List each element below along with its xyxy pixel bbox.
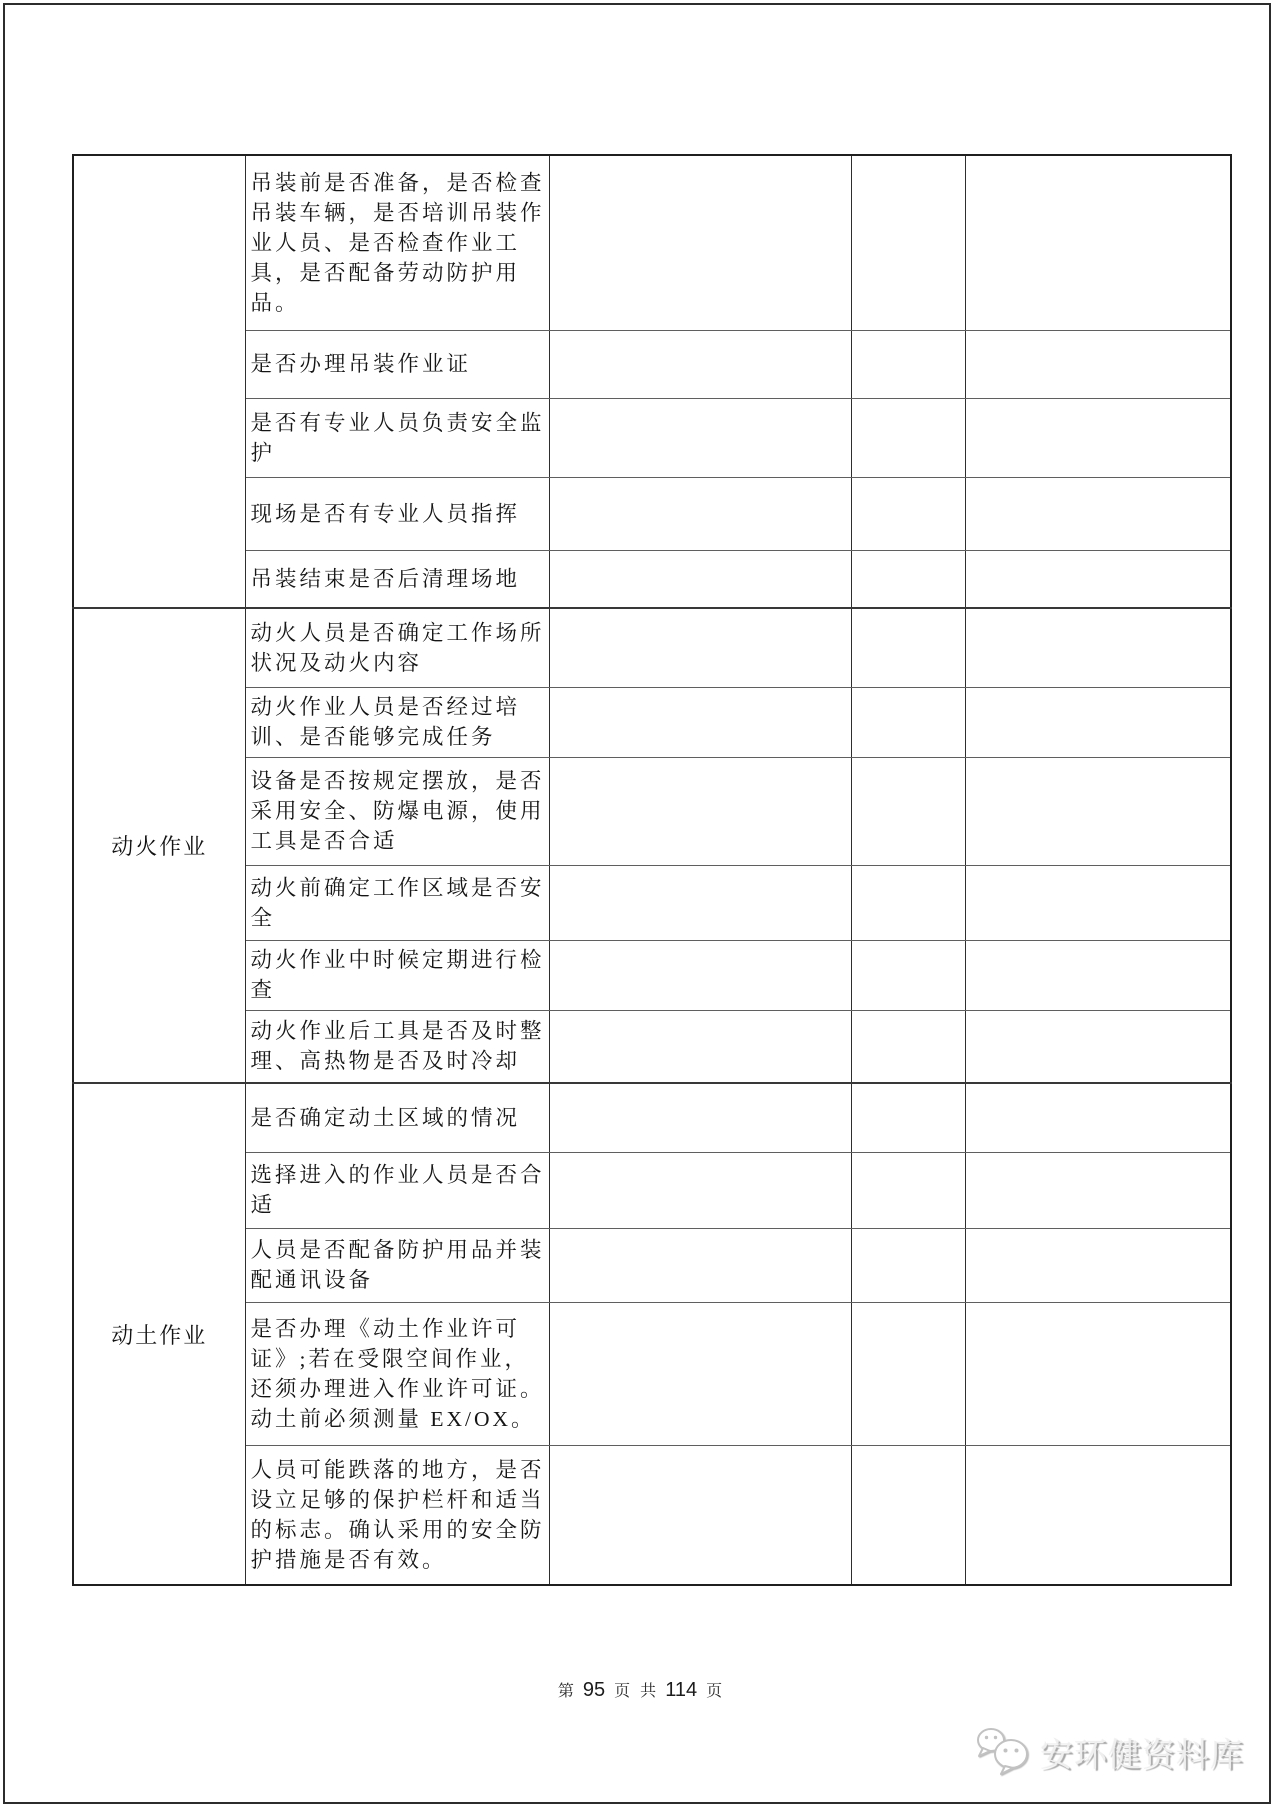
empty-cell bbox=[851, 1302, 965, 1445]
checklist-item-cell: 是否办理《动土作业许可证》;若在受限空间作业，还须办理进入作业许可证。动土前必须测量 EX/OX。 bbox=[245, 1302, 549, 1445]
table-row bbox=[73, 398, 1231, 477]
empty-cell bbox=[965, 330, 1231, 398]
table-row bbox=[73, 1302, 1231, 1445]
empty-cell bbox=[549, 687, 851, 757]
checklist-item-cell: 吊装结束是否后清理场地 bbox=[245, 550, 549, 608]
empty-cell bbox=[549, 550, 851, 608]
checklist-item-cell: 是否有专业人员负责安全监护 bbox=[245, 398, 549, 477]
empty-cell bbox=[965, 608, 1231, 687]
checklist-item-cell: 是否确定动土区域的情况 bbox=[245, 1083, 549, 1152]
empty-cell bbox=[851, 1228, 965, 1302]
empty-cell bbox=[549, 1010, 851, 1083]
empty-cell bbox=[851, 1083, 965, 1152]
empty-cell bbox=[965, 757, 1231, 865]
checklist-item-cell: 动火作业人员是否经过培训、是否能够完成任务 bbox=[245, 687, 549, 757]
table-row bbox=[73, 940, 1231, 1010]
checklist-item-cell: 人员是否配备防护用品并装配通讯设备 bbox=[245, 1228, 549, 1302]
footer-text: 114 bbox=[665, 1679, 698, 1701]
table-row bbox=[73, 1152, 1231, 1228]
empty-cell bbox=[965, 1083, 1231, 1152]
empty-cell bbox=[965, 687, 1231, 757]
empty-cell bbox=[549, 477, 851, 550]
empty-cell bbox=[549, 608, 851, 687]
empty-cell bbox=[549, 1302, 851, 1445]
table-row bbox=[73, 1445, 1231, 1585]
checklist-item-cell: 设备是否按规定摆放，是否采用安全、防爆电源，使用工具是否合适 bbox=[245, 757, 549, 865]
empty-cell bbox=[851, 1010, 965, 1083]
empty-cell bbox=[549, 757, 851, 865]
empty-cell bbox=[851, 940, 965, 1010]
table-row bbox=[73, 865, 1231, 940]
empty-cell bbox=[851, 398, 965, 477]
empty-cell bbox=[965, 477, 1231, 550]
empty-cell bbox=[549, 398, 851, 477]
empty-cell bbox=[965, 865, 1231, 940]
category-cell: 动土作业 bbox=[73, 1083, 245, 1585]
table-row bbox=[73, 477, 1231, 550]
checklist-item-cell: 动火前确定工作区域是否安全 bbox=[245, 865, 549, 940]
empty-cell bbox=[965, 1445, 1231, 1585]
footer-text: 95 bbox=[582, 1679, 606, 1701]
table-row bbox=[73, 757, 1231, 865]
safety-checklist-table bbox=[72, 154, 1232, 1586]
empty-cell bbox=[549, 155, 851, 330]
table-row bbox=[73, 330, 1231, 398]
chat-bubbles-icon bbox=[974, 1726, 1032, 1778]
footer-text: 页 bbox=[706, 1683, 723, 1700]
section-hot-work bbox=[73, 608, 1231, 1083]
category-cell: 动火作业 bbox=[73, 608, 245, 1083]
checklist-item-cell: 现场是否有专业人员指挥 bbox=[245, 477, 549, 550]
empty-cell bbox=[965, 1302, 1231, 1445]
table-row bbox=[73, 1010, 1231, 1083]
checklist-item-cell: 人员可能跌落的地方，是否设立足够的保护栏杆和适当的标志。确认采用的安全防护措施是否有效。 bbox=[245, 1445, 549, 1585]
empty-cell bbox=[965, 940, 1231, 1010]
empty-cell bbox=[851, 687, 965, 757]
empty-cell bbox=[549, 1228, 851, 1302]
table-row bbox=[73, 608, 1231, 687]
empty-cell bbox=[851, 155, 965, 330]
empty-cell bbox=[965, 1228, 1231, 1302]
footer-text: 页 bbox=[614, 1683, 631, 1700]
empty-cell bbox=[851, 550, 965, 608]
empty-cell bbox=[549, 330, 851, 398]
watermark-text: 安环健资料库 bbox=[1040, 1737, 1244, 1774]
empty-cell bbox=[965, 1152, 1231, 1228]
checklist-item-cell: 是否办理吊装作业证 bbox=[245, 330, 549, 398]
category-cell bbox=[73, 155, 245, 608]
empty-cell bbox=[851, 1445, 965, 1585]
checklist-item-cell: 吊装前是否准备，是否检查吊装车辆，是否培训吊装作业人员、是否检查作业工具，是否配备劳动防护用品。 bbox=[245, 155, 549, 330]
empty-cell bbox=[851, 477, 965, 550]
empty-cell bbox=[549, 1445, 851, 1585]
empty-cell bbox=[965, 398, 1231, 477]
table-row bbox=[73, 155, 1231, 330]
empty-cell bbox=[851, 608, 965, 687]
empty-cell bbox=[965, 550, 1231, 608]
checklist-item-cell: 选择进入的作业人员是否合适 bbox=[245, 1152, 549, 1228]
footer-text: 共 bbox=[640, 1683, 657, 1700]
empty-cell bbox=[851, 1152, 965, 1228]
empty-cell bbox=[965, 155, 1231, 330]
table-row bbox=[73, 687, 1231, 757]
empty-cell bbox=[549, 865, 851, 940]
empty-cell bbox=[851, 330, 965, 398]
footer-text: 第 bbox=[557, 1683, 574, 1700]
empty-cell bbox=[549, 1083, 851, 1152]
empty-cell bbox=[965, 1010, 1231, 1083]
page-footer bbox=[0, 1678, 1280, 1702]
checklist-item-cell: 动火作业后工具是否及时整理、高热物是否及时冷却 bbox=[245, 1010, 549, 1083]
empty-cell bbox=[549, 940, 851, 1010]
checklist-item-cell: 动火作业中时候定期进行检查 bbox=[245, 940, 549, 1010]
checklist-item-cell: 动火人员是否确定工作场所状况及动火内容 bbox=[245, 608, 549, 687]
empty-cell bbox=[851, 865, 965, 940]
table-row bbox=[73, 1228, 1231, 1302]
table-row bbox=[73, 550, 1231, 608]
empty-cell bbox=[549, 1152, 851, 1228]
section-lifting-work bbox=[73, 155, 1231, 608]
watermark bbox=[974, 1726, 1244, 1778]
empty-cell bbox=[851, 757, 965, 865]
table-row bbox=[73, 1083, 1231, 1152]
section-earth-work bbox=[73, 1083, 1231, 1585]
